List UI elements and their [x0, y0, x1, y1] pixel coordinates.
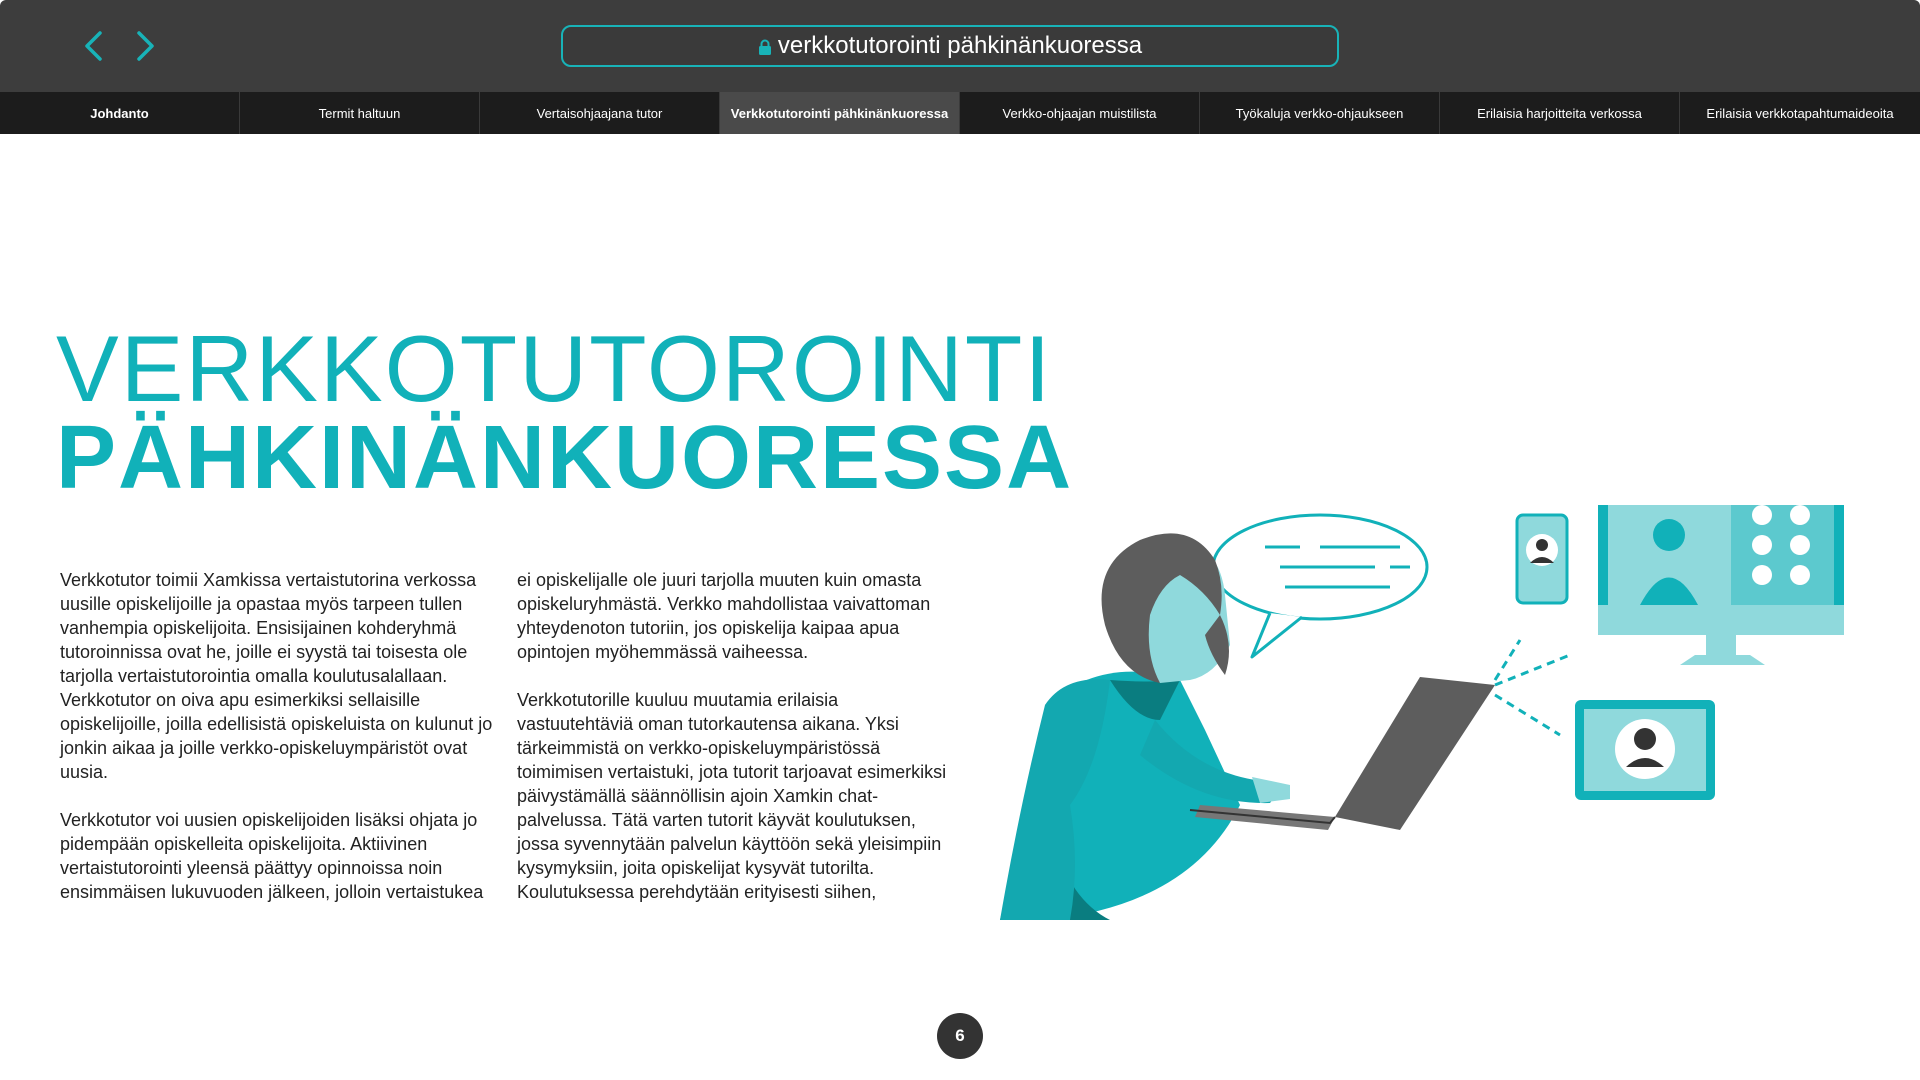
chapter-tabs	[0, 92, 1920, 134]
paragraph: Verkkotutor toimii Xamkissa vertaistutorina verkossa uusille opiskelijoille ja opastaa myös tarpeen tullen vanhempia opiskelijoita. Ensisijainen kohderyhmä tutoroinnissa ovat he, joille ei syystä tai toisesta ole tarjolla vertaistutorointia omalla koulutusalallaan. Verkkotutor on oiva apu esimerkiksi sellaisille opiskelijoille, joilla edellisistä opiskeluista on kulunut jo jonkin aikaa ja joille verkko-opiskeluympäristöt ovat uusia.	[60, 570, 493, 782]
page-number-badge: 6	[937, 1013, 983, 1059]
paragraph: Verkkotutorille kuuluu muutamia erilaisia vastuutehtäviä oman tutorkautensa aikana. Yksi tärkeimmistä on verkko-opiskeluympäristössä toimimisen vertaistuki, jota tutorit tarjoavat esimerkiksi päivystämällä säännöllisin ajoin Xamkin chat-palvelussa. Tätä varten tutorit käyvät koulutuksen, jossa syvennytään palvelun käyttöön sekä yleisimpiin kysymyksiin, joita opiskelijat kysyvät tutorilta. Koulutuksessa perehdytään erityisesti siihen,	[517, 690, 947, 902]
speech-bubble-icon	[1213, 515, 1427, 657]
desktop-monitor-icon	[1598, 505, 1844, 665]
text-column-right	[517, 568, 957, 928]
back-arrow-icon[interactable]	[73, 26, 113, 66]
tab-verkkotapahtumaideoita[interactable]: Erilaisia verkkotapahtumaideoita	[1706, 105, 1894, 121]
page-title-line2: PÄHKINÄNKUORESSA	[56, 408, 1074, 508]
paragraph: ei opiskelijalle ole juuri tarjolla muuten kuin omasta opiskeluryhmästä. Verkko mahdollistaa vaivattoman yhteydenoton tutoriin, jos opiskelija kaipaa apua opintojen myöhemmässä vaiheessa.	[517, 570, 931, 662]
paragraph: Verkkotutor voi uusien opiskelijoiden lisäksi ohjata jo pidempään opiskelleita opiskelijoita. Aktiivinen vertaistutorointi yleensä päättyy opinnoissa noin ensimmäisen lukuvuoden jälkeen, jolloin vertaistukea	[60, 810, 484, 902]
tab-verkkotutorointi[interactable]: Verkkotutorointi pähkinänkuoressa	[720, 92, 960, 134]
tab-termit-haltuun[interactable]: Termit haltuun	[240, 92, 480, 134]
lock-icon	[758, 39, 772, 56]
tab-vertaisohjaajana-tutor[interactable]: Vertaisohjaajana tutor	[480, 92, 720, 134]
phone-icon	[1517, 515, 1567, 603]
page-title-line1: VERKKOTUTOROINTI	[56, 316, 1053, 421]
forward-arrow-icon[interactable]	[126, 26, 166, 66]
tab-tyokaluja[interactable]: Työkaluja verkko-ohjaukseen	[1200, 92, 1440, 134]
address-bar[interactable]	[561, 25, 1339, 67]
browser-toolbar	[0, 0, 1920, 92]
online-tutoring-illustration	[990, 505, 1850, 925]
tab-muistilista[interactable]: Verkko-ohjaajan muistilista	[960, 92, 1200, 134]
address-bar-text: verkkotutorointi pähkinänkuoressa	[777, 32, 1143, 59]
tab-harjoitteita[interactable]: Erilaisia harjoitteita verkossa	[1440, 92, 1680, 134]
tab-johdanto[interactable]: Johdanto	[0, 92, 240, 134]
tablet-icon	[1575, 700, 1715, 800]
text-column-left	[60, 568, 500, 928]
connection-lines	[1495, 640, 1570, 735]
